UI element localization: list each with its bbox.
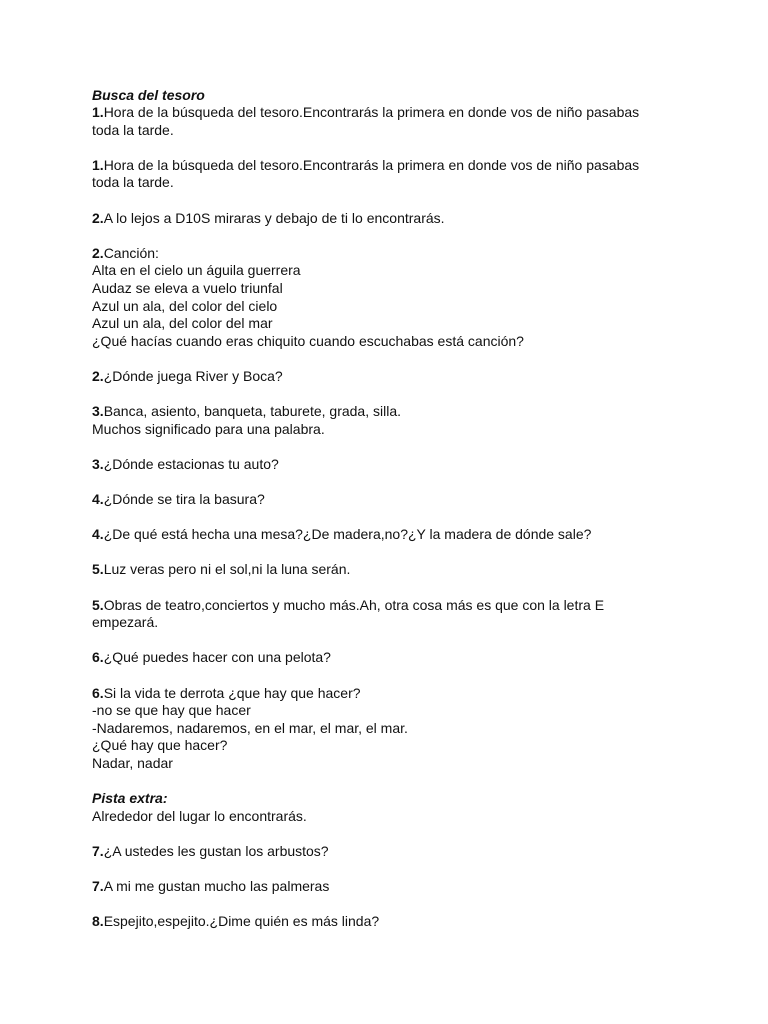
- clue-line: [92, 649, 728, 667]
- clue-block: [92, 685, 728, 773]
- clue-line: [92, 614, 728, 632]
- clue-block: [92, 843, 728, 861]
- clue-text: A lo lejos a D10S miraras y debajo de ti lo encontrarás.: [103, 209, 445, 226]
- clue-text: ¿Qué hay que hacer?: [92, 737, 228, 754]
- clue-line: [92, 104, 728, 122]
- clue-line: [92, 720, 728, 738]
- clue-block: [92, 210, 728, 228]
- clue-number: 2.: [92, 244, 104, 261]
- clue-text: Hora de la búsqueda del tesoro.Encontrarás la primera en donde vos de niño pasabas: [103, 104, 640, 120]
- clue-block: [92, 878, 728, 896]
- clue-number: 3.: [92, 455, 104, 472]
- clue-number: 2.: [92, 209, 104, 226]
- clue-block: [92, 491, 728, 509]
- clue-block: [92, 649, 728, 667]
- clue-line: [92, 808, 728, 826]
- clue-block: [92, 597, 728, 632]
- clue-block: [92, 368, 728, 386]
- clue-block: [92, 104, 728, 139]
- clue-text: toda la tarde.: [92, 174, 174, 191]
- clue-line: [92, 561, 728, 579]
- clue-text: ¿A ustedes les gustan los arbustos?: [103, 842, 329, 859]
- clue-number: 2.: [92, 367, 104, 384]
- clue-number: 3.: [92, 403, 104, 420]
- clue-text: Audaz se eleva a vuelo triunfal: [92, 279, 283, 296]
- clue-line: [92, 456, 728, 474]
- clue-text: ¿Dónde se tira la basura?: [103, 491, 265, 508]
- clue-text: ¿Qué puedes hacer con una pelota?: [103, 649, 331, 666]
- clue-line: [92, 421, 728, 439]
- clue-line: [92, 526, 728, 544]
- clue-line: [92, 298, 728, 316]
- clue-number: 1.: [92, 104, 104, 120]
- clue-line: [92, 368, 728, 386]
- clue-number: 6.: [92, 649, 104, 666]
- clue-line: [92, 737, 728, 755]
- clue-block: [92, 561, 728, 579]
- clue-text: Si la vida te derrota ¿que hay que hacer?: [103, 684, 361, 701]
- clue-text: Muchos significado para una palabra.: [92, 420, 325, 437]
- clue-text: A mi me gustan mucho las palmeras: [103, 878, 330, 895]
- clue-line: [92, 755, 728, 773]
- clue-line: [92, 315, 728, 333]
- hint-block: [92, 790, 728, 825]
- clue-line: [92, 597, 728, 615]
- clue-number: 4.: [92, 526, 104, 543]
- clue-line: [92, 174, 728, 192]
- clue-text: ¿De qué está hecha una mesa?¿De madera,no?¿Y la madera de dónde sale?: [103, 526, 592, 543]
- clue-line: [92, 913, 728, 931]
- clue-text: ¿Dónde estacionas tu auto?: [103, 455, 279, 472]
- clue-line: [92, 491, 728, 509]
- clue-number: 8.: [92, 913, 104, 930]
- clue-text: Nadar, nadar: [92, 754, 173, 771]
- clue-text: Azul un ala, del color del cielo: [92, 297, 278, 314]
- clue-text: Azul un ala, del color del mar: [92, 315, 273, 332]
- clue-number: 7.: [92, 878, 104, 895]
- clue-line: [92, 333, 728, 351]
- document-title: Busca del tesoro: [92, 87, 205, 103]
- clue-text: Espejito,espejito.¿Dime quién es más linda?: [103, 913, 380, 930]
- clue-number: 6.: [92, 684, 104, 701]
- clue-line: [92, 843, 728, 861]
- clue-text: Hora de la búsqueda del tesoro.Encontrarás la primera en donde vos de niño pasabas: [103, 156, 640, 173]
- clue-text: Alrededor del lugar lo encontrarás.: [92, 807, 307, 824]
- clue-number: 5.: [92, 596, 104, 613]
- clue-text: Canción:: [103, 244, 159, 261]
- clue-number: 7.: [92, 842, 104, 859]
- clue-line: [92, 157, 728, 175]
- clue-block: [92, 526, 728, 544]
- clue-line: [92, 122, 728, 140]
- clue-line: [92, 878, 728, 896]
- clue-line: [92, 262, 728, 280]
- clue-block: [92, 456, 728, 474]
- clue-number: 4.: [92, 491, 104, 508]
- document-body: [92, 104, 728, 931]
- clue-text: Alta en el cielo un águila guerrera: [92, 262, 301, 279]
- clue-block: [92, 157, 728, 192]
- clue-text: -Nadaremos, nadaremos, en el mar, el mar, el mar.: [92, 719, 408, 736]
- clue-block: [92, 913, 728, 931]
- clue-line: [92, 403, 728, 421]
- clue-text: Obras de teatro,conciertos y mucho más.Ah, otra cosa más es que con la letra E: [103, 596, 605, 613]
- clue-text: empezará.: [92, 614, 159, 631]
- clue-number: 1.: [92, 156, 104, 173]
- clue-line: [92, 245, 728, 263]
- clue-text: -no se que hay que hacer: [92, 702, 251, 719]
- clue-block: [92, 403, 728, 438]
- clue-line: [92, 210, 728, 228]
- clue-line: [92, 685, 728, 703]
- clue-text: ¿Dónde juega River y Boca?: [103, 367, 283, 384]
- clue-number: 5.: [92, 561, 104, 578]
- clue-text: ¿Qué hacías cuando eras chiquito cuando escuchabas está canción?: [92, 332, 524, 349]
- clue-line: [92, 280, 728, 298]
- clue-block: [92, 245, 728, 351]
- clue-text: toda la tarde.: [92, 121, 174, 138]
- clue-line: [92, 702, 728, 720]
- clue-text: Luz veras pero ni el sol,ni la luna serán.: [103, 561, 351, 578]
- hint-heading: Pista extra:: [92, 790, 168, 807]
- clue-text: Banca, asiento, banqueta, taburete, grada, silla.: [103, 403, 402, 420]
